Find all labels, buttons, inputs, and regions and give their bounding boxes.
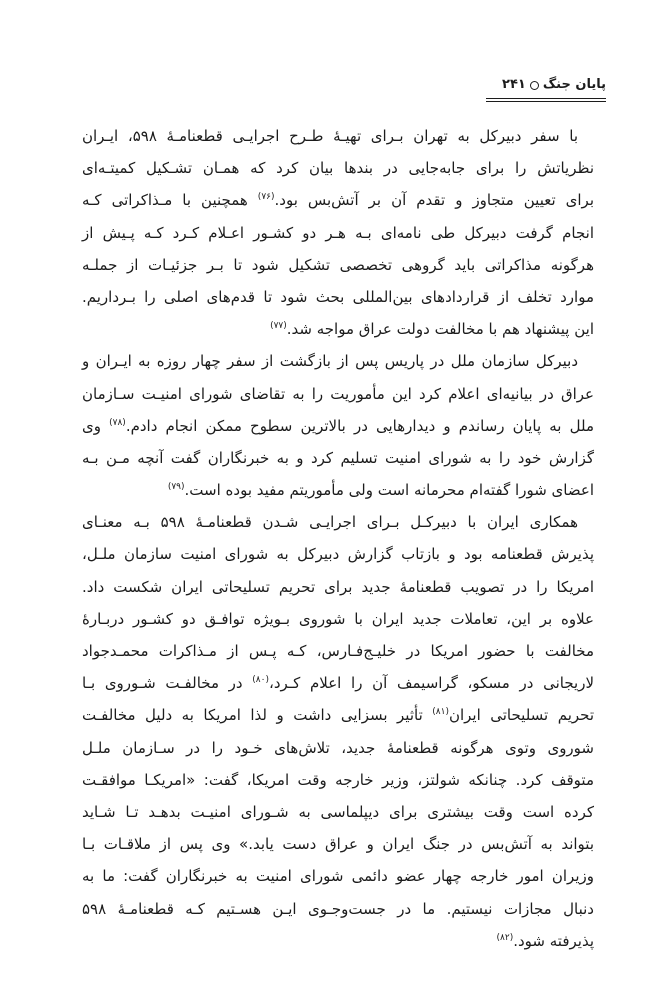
paragraph-3-line-10: کرده است وقت بیشتری برای دیپلماسی به شـورای امنیـت بدهـد تـا شـاید [82,802,594,821]
paragraph-3-line-6-rest: در مخالفـت شـوروی بـا [82,674,253,693]
circle-icon [530,81,539,90]
paragraph-1-line-7 [82,313,594,345]
paragraph-3-line-13: دنبال مجازات نیستیم. ما در جست‌وجـوی ایـن هسـتیم کـه قطعنامـهٔ ۵۹۸ [82,899,594,918]
footnote-ref-81: (۸۱) [432,707,449,718]
paragraph-2-line-2: عراق در بیانیه‌ای اعلام کرد این مأموریت را به تقاضای شورای امنیـت سـازمان [82,384,594,403]
paragraph-1-line-4: انجام گرفت دبیرکل طی نامه‌ای بـه هـر دو کشـور اعـلام کـرد کـه پـیش از [82,223,594,242]
paragraph-3-line-6-text: لاریجانی در مسکو، گراسیمف آن را اعلام کـرد، [268,674,594,693]
body-text [82,120,594,957]
paragraph-3-line-6 [82,667,594,699]
running-header [486,76,606,106]
paragraph-3-line-8: شوروی وتوی هرگونه قطعنامهٔ جدید، تلاش‌های خـود را در سـازمان ملـل [82,738,594,757]
paragraph-2-line-3 [82,410,594,442]
paragraph-3-line-7 [82,699,594,731]
paragraph-3-line-3: امریکا را در تصویب قطعنامهٔ جدید برای تحریم تسلیحاتی ایران شکست داد. [82,577,594,596]
paragraph-1-line-7-text: این پیشنهاد هم با مخالفت دولت عراق مواجه شد. [286,320,594,339]
footnote-ref-78: (۷۸) [109,417,126,428]
paragraph-2-line-4: گزارش خود را به شورای امنیت تسلیم کرد و به خبرنگاران گفت آنچه مـن بـه [82,448,594,467]
footnote-ref-77: (۷۷) [270,321,287,332]
paragraph-1-line-1: با سفر دبیرکل به تهران بـرای تهیـهٔ طـرح اجرایـی قطعنامـهٔ ۵۹۸، ایـران [82,127,578,145]
paragraph-1-line-6: موارد تخلف از قراردادهای بین‌المللی بحث شود تا قدم‌های اصلی را بـرداریم. [82,287,594,306]
header-rule [486,98,606,99]
header-rule-second [486,101,606,102]
paragraph-3-line-14 [82,925,594,957]
page-number: ۲۴۱ [502,77,526,92]
paragraph-3-line-11: بتواند به آتش‌بس در جنگ ایران و عراق دست یابد.» وی پس از ملاقـات بـا [82,835,594,854]
paragraph-2-line-3-rest: وی [82,416,110,435]
footnote-ref-80: (۸۰) [252,675,269,686]
paragraph-3-line-7-text: تحریم تسلیحاتی ایران [448,706,595,725]
paragraph-2-line-5 [82,474,594,506]
paragraph-1-line-2: نظریاتش را برای جابه‌جایی در بندها بیان کرد که همـان تشـکیل کمیتـه‌ای [82,159,594,178]
paragraph-3-line-12: وزیران امور خارجه چهار عضو دائمی شورای امنیت به خبرنگاران گفت: ما به [82,867,594,886]
paragraph-3-line-14-text: پذیرفته شود. [513,931,594,950]
header-line [486,76,606,94]
paragraph-1-line-3-rest: همچنین با مـذاکراتی کـه [82,191,258,210]
paragraph-3-line-9: متوقف کرد. چنانکه شولتز، وزیر خارجه وقت امریکا، گفت: «امریکـا موافقـت [82,770,594,789]
footnote-ref-79: (۷۹) [167,482,185,493]
paragraph-3-line-5: مخالفت با حضور امریکا در خلیـج‌فـارس، کـه پـس از مـذاکرات محمـدجواد [82,642,594,660]
paragraph-3-line-1: همکاری ایران با دبیرکـل بـرای اجرایـی شـدن قطعنامـهٔ ۵۹۸ بـه معنـای [82,513,578,532]
paragraph-3-line-7-rest: تأثیر بسزایی داشت و لذا امریکا به دلیل مخالفـت [82,706,433,725]
paragraph-2-line-5-text: اعضای شورا گفتەام محرمانه است ولی مأموریتم مفید بوده است. [184,481,594,500]
header-title: پایان جنگ [542,77,606,92]
paragraph-2-line-1: دبیرکل سازمان ملل در پاریس پس از بازگشت از سفر چهار روزه به ایـران و [82,352,578,371]
paragraph-2-line-3-text: ملل به پایان رساندم و دیدارهایی در بالاترین سطوح ممکن انجام دادم. [125,416,594,435]
paragraph-3-line-2: پذیرش قطعنامه بود و بازتاب گزارش دبیرکل به شورای امنیت سازمان ملـل، [82,545,594,564]
paragraph-3-line-4: علاوه بر این، تعاملات جدید ایران با شوروی بـویژه توافـق دو کشـور دربـارهٔ [82,609,594,628]
paragraph-1-line-3 [82,184,594,216]
paragraph-1-line-5: هرگونه مذاکراتی باید گروهی تخصصی تشکیل شود تا بـر جزئیـات از جملـه [82,255,594,274]
footnote-ref-82: (۸۲) [496,932,514,943]
footnote-ref-76: (۷۶) [257,192,275,203]
paragraph-1-line-3-text: برای تعیین متجاوز و تقدم آن بر آتش‌بس بود. [274,191,594,210]
